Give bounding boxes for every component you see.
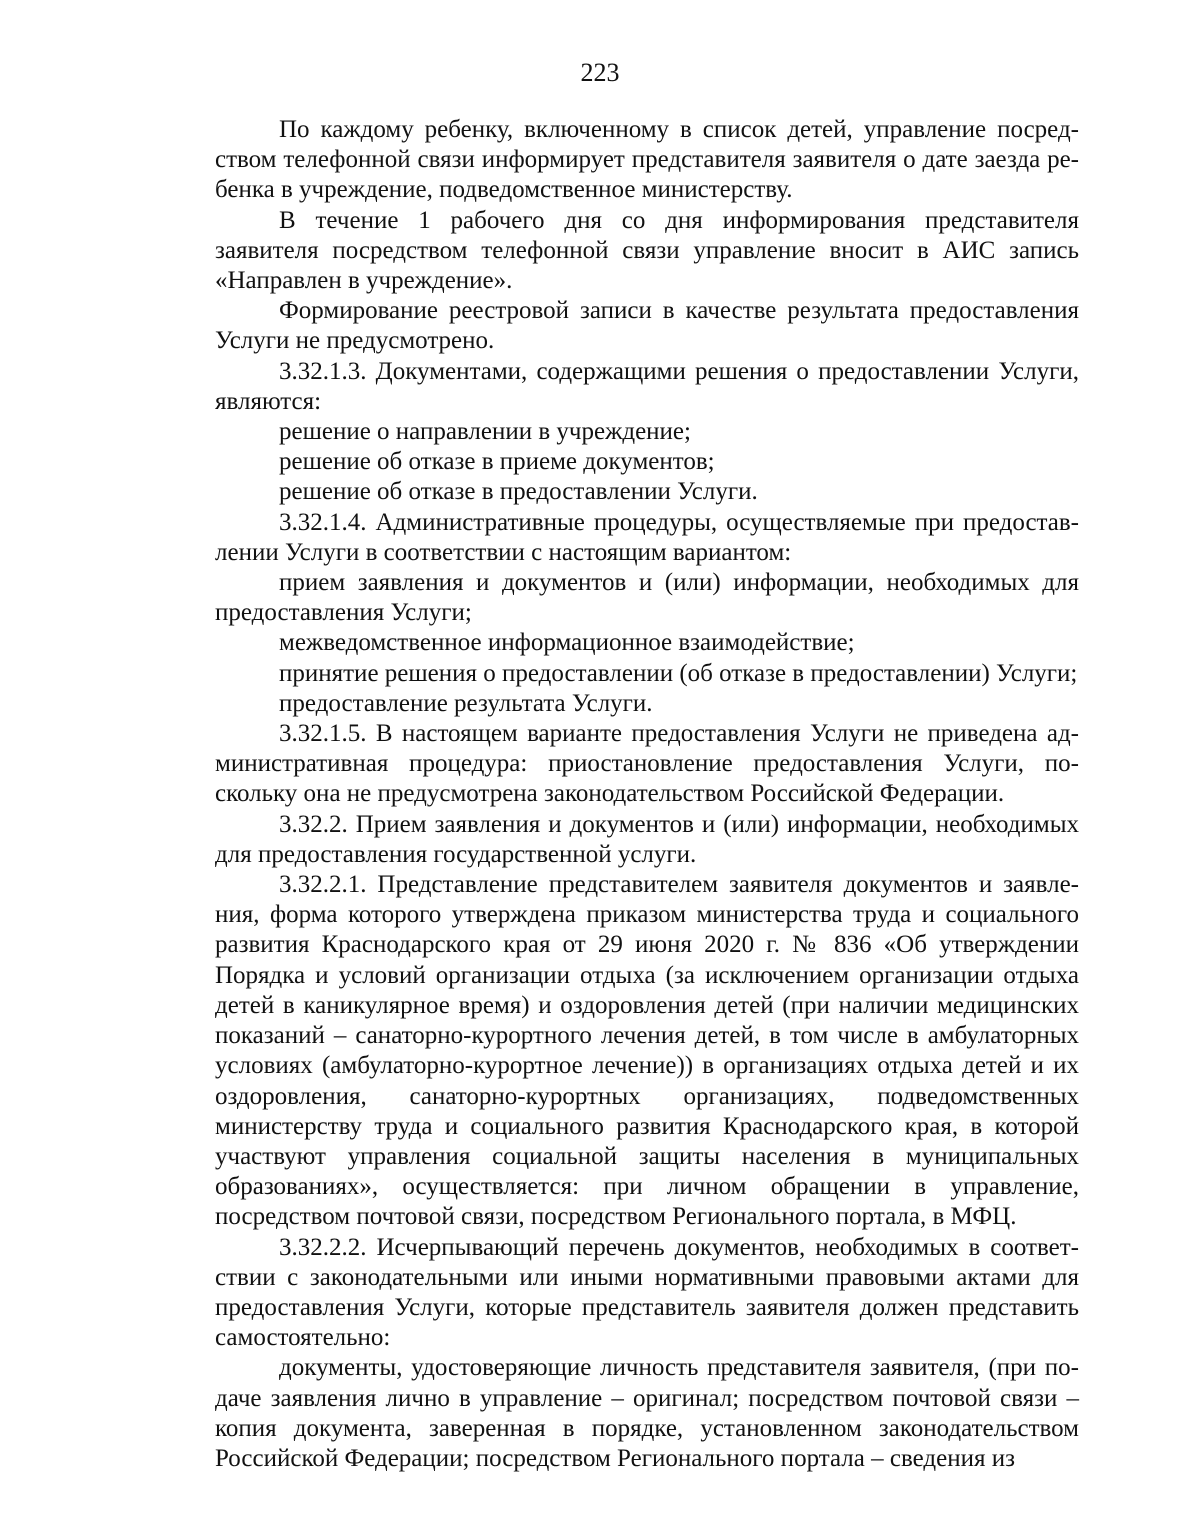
paragraph: документы, удостоверяющие личность представителя заявителя, (при подаче заявления лично в управление – оригинал; посредством почтовой связи – копия документа, заверенная в порядке, установленном законодательством Российской Федерации; посредством Регионального портала – сведения из bbox=[215, 1354, 1079, 1472]
document-body bbox=[215, 115, 1079, 1474]
list-item: решение о направлении в учреждение; bbox=[279, 418, 691, 446]
paragraph: 3.32.2.1. Представление представителем заявителя документов и заявления, форма которого утверждена приказом министерства труда и социального развития Краснодарского края от 29 июня 2020 г. № 836 «Об утверждении Порядка и условий организации отдыха (за исключением организации отдыха детей в каникулярное время) и оздоровления детей (при наличии медицинских показаний – санаторно-курортного лечения детей, в том числе в амбулаторных условиях (амбулаторно-курортное лечение)) в организациях отдыха детей и их оздоровления, санаторно-курортных организациях, подведомственных министерству труда и социального развития Краснодарского края, в которой участвуют управления социальной защиты населения в муниципальных образованиях», осуществляется: при личном обращении в управление, посредством почтовой связи, посредством Регионального портала, в МФЦ. bbox=[215, 871, 1079, 1231]
list-item: решение об отказе в приеме документов; bbox=[279, 448, 715, 476]
paragraph: Формирование реестровой записи в качестве результата предоставления Услуги не предусмотрено. bbox=[215, 297, 1079, 355]
paragraph: 3.32.1.4. Административные процедуры, осуществляемые при предоставлении Услуги в соответствии с настоящим вариантом: bbox=[215, 508, 1079, 566]
paragraph: По каждому ребенку, включенному в список детей, управление посредством телефонной связи информирует представителя заявителя о дате заезда ребенка в учреждение, подведомственное министерству. bbox=[215, 116, 1079, 204]
paragraph: 3.32.1.3. Документами, содержащими решения о предоставлении Услуги, являются: bbox=[215, 357, 1079, 415]
paragraph: 3.32.2. Прием заявления и документов и (или) информации, необходимых для предоставления государственной услуги. bbox=[215, 810, 1079, 868]
list-item: прием заявления и документов и (или) информации, необходимых для предоставления Услуги; bbox=[215, 569, 1079, 627]
paragraph: 3.32.2.2. Исчерпывающий перечень документов, необходимых в соответствии с законодательными или иными нормативными правовыми актами для предоставления Услуги, которые представитель заявителя должен представить самостоятельно: bbox=[215, 1233, 1079, 1352]
paragraph: 3.32.1.5. В настоящем варианте предоставления Услуги не приведена административная процедура: приостановление предоставления Услуги, поскольку она не предусмотрена законодательством Российской Федерации. bbox=[215, 720, 1079, 808]
list-item: решение об отказе в предоставлении Услуги. bbox=[279, 478, 758, 506]
page-number: 223 bbox=[580, 58, 620, 87]
list-item: принятие решения о предоставлении (об отказе в предоставлении) Услуги; bbox=[279, 659, 1078, 687]
list-item: предоставление результата Услуги. bbox=[279, 689, 653, 717]
paragraph: В течение 1 рабочего дня со дня информирования представителя заявителя посредством телефонной связи управление вносит в АИС запись «Направлен в учреждение». bbox=[215, 206, 1079, 295]
list-item: межведомственное информационное взаимодействие; bbox=[279, 629, 855, 657]
